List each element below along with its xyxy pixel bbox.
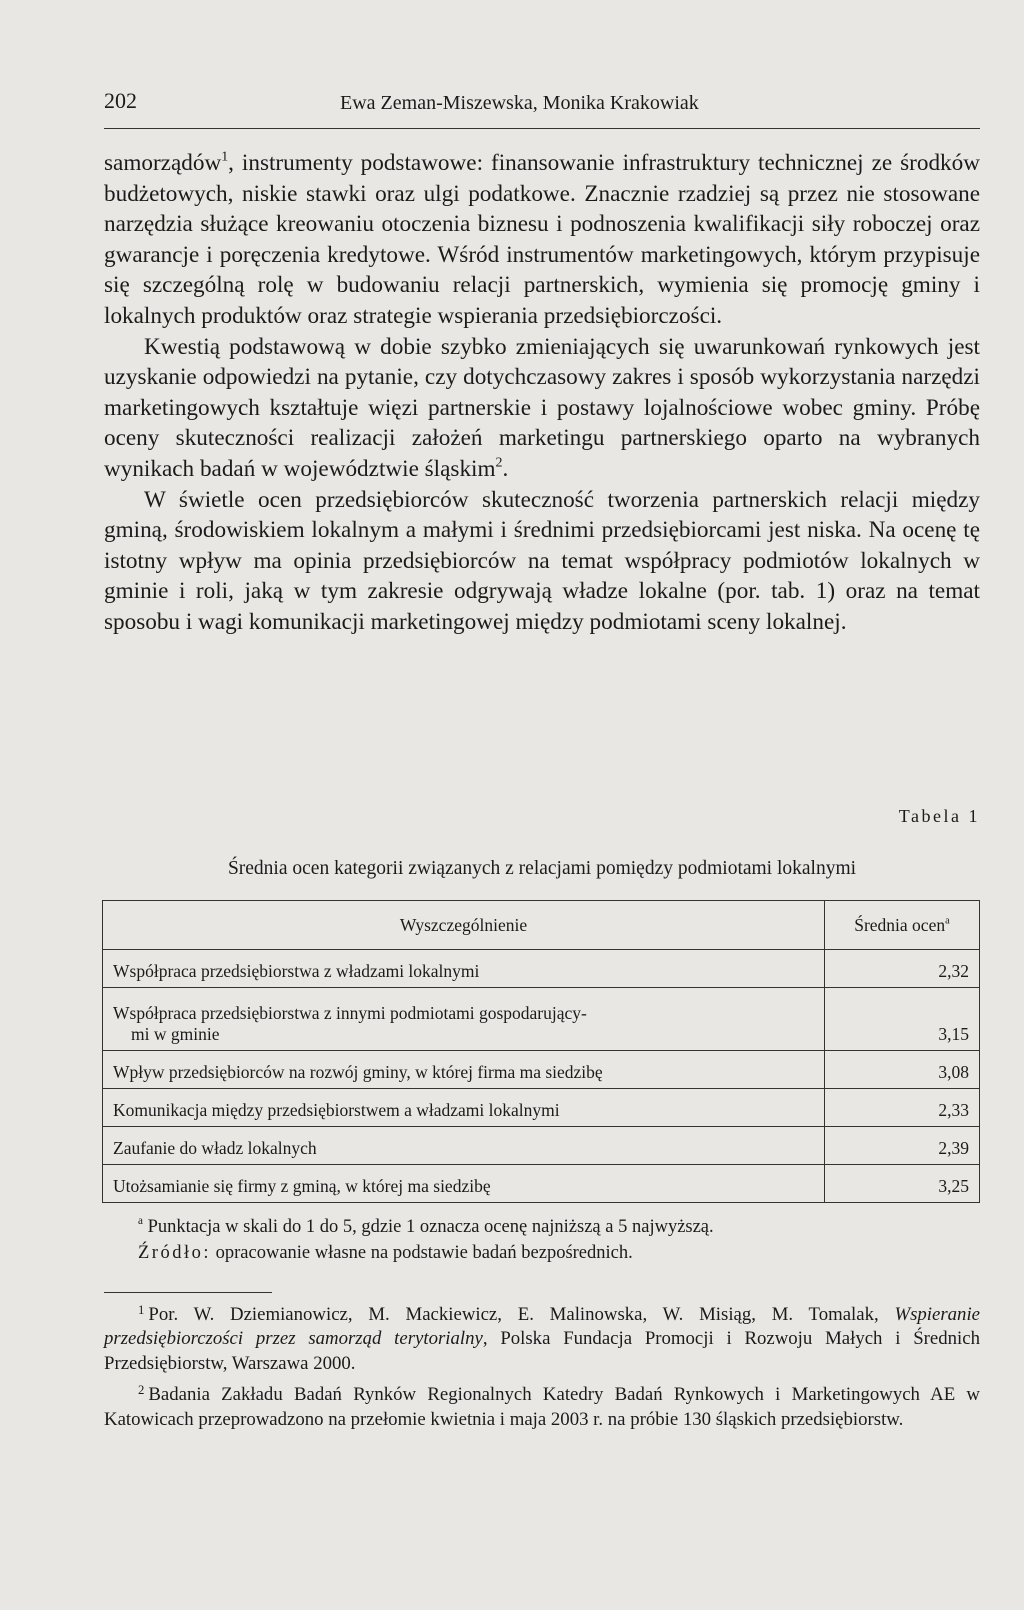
table-row	[103, 950, 980, 988]
footnote-1-book-title: Wspieranie przedsiębiorczości przez samorząd terytorialny	[104, 1303, 980, 1350]
footnote-1	[104, 1298, 980, 1376]
table-row	[103, 1165, 980, 1203]
table-row	[103, 1051, 980, 1089]
body-text	[104, 148, 980, 638]
table-row	[103, 988, 980, 1051]
table-notes	[104, 1214, 980, 1266]
footnote-ref-1[interactable]: 1	[221, 149, 229, 165]
table-label: Tabela 1	[898, 806, 980, 826]
table-footnote	[104, 1214, 980, 1240]
paragraph-2	[104, 332, 980, 485]
table-source	[104, 1240, 980, 1266]
footnote-rule	[104, 1292, 272, 1293]
table-title: Średnia ocen kategorii związanych z relacjami pomiędzy podmiotami lokalnymi	[227, 858, 857, 879]
row-value: 2,32	[825, 950, 980, 988]
row-label-line-2: mi w gminie	[131, 1024, 220, 1044]
footnote-2	[104, 1378, 980, 1432]
ratings-table	[102, 900, 980, 1203]
footnotes	[104, 1298, 980, 1432]
row-label-line-1: Współpraca przedsiębiorstwa z innymi podmiotami gospodarujący-	[113, 1003, 587, 1023]
source-label: Źródło:	[138, 1243, 211, 1263]
header-average-rating	[825, 901, 980, 950]
row-value: 3,15	[825, 988, 980, 1051]
footnote-1-number: 1	[138, 1303, 145, 1317]
row-label: Komunikacja między przedsiębiorstwem a władzami lokalnymi	[103, 1089, 825, 1127]
row-value: 3,08	[825, 1051, 980, 1089]
table-footnote-text: Punktacja w skali do 1 do 5, gdzie 1 oznacza ocenę najniższą a 5 najwyższą.	[147, 1217, 714, 1237]
paragraph-1-rest: , instrumenty podstawowe: finansowanie infrastruktury technicznej ze środków budżetowych, niskie stawki oraz ulgi podatkowe. Znacznie rzadziej są przez nie stosowane narzędzia służące kreowaniu otoczenia biznesu i podnoszenia kwalifikacji siły roboczej oraz gwarancje i poręczenia kredytowe. Wśród instrumentów marketingowych, którym przypisuje się szczególną rolę w budowaniu relacji partnerskich, wymienia się promocję gminy i lokalnych produktów oraz strategie wspierania przedsiębiorczości.	[104, 150, 980, 329]
row-label: Wpływ przedsiębiorców na rozwój gminy, w której firma ma siedzibę	[103, 1051, 825, 1089]
footnote-2-text: Badania Zakładu Badań Rynków Regionalnych Katedry Badań Rynkowych i Marketingowych AE w Katowicach przeprowadzono na przełomie kwietnia i maja 2003 r. na próbie 130 śląskich przedsiębiorstw.	[104, 1384, 980, 1430]
footnote-ref-2[interactable]: 2	[495, 455, 503, 471]
footnote-1-publisher: , Polska Fundacja Promocji i Rozwoju Małych i Średnich Przedsiębiorstw, Warszawa 2000.	[104, 1328, 980, 1374]
source-text: opracowanie własne na podstawie badań bezpośrednich.	[215, 1243, 633, 1263]
table-header-row	[103, 901, 980, 950]
paragraph-2-start: Kwestią podstawową w dobie szybko zmieniających się uwarunkowań rynkowych jest uzyskanie odpowiedzi na pytanie, czy dotychczasowy zakres i sposób wykorzystania narzędzi marketingowych kształtuje więzi partnerskie i postawy lojalnościowe wobec gminy. Próbę oceny skuteczności realizacji założeń marketingu partnerskiego oparto na wybranych wynikach badań w województwie śląskim	[104, 333, 980, 482]
paragraph-3: W świetle ocen przedsiębiorców skuteczność tworzenia partnerskich relacji między gminą, środowiskiem lokalnym a małymi i średnimi przedsiębiorcami jest niska. Na ocenę tę istotny wpływ ma opinia przedsiębiorców na temat współpracy podmiotów lokalnych w gminie i roli, jaką w tym zakresie odgrywają władze lokalne (por. tab. 1) oraz na temat sposobu i wagi komunikacji marketingowej między podmiotami sceny lokalnej.	[104, 486, 980, 635]
row-label: Współpraca przedsiębiorstwa z władzami lokalnymi	[103, 950, 825, 988]
header-note-marker: a	[945, 915, 950, 927]
table-row	[103, 1127, 980, 1165]
header-rule	[104, 128, 980, 129]
page-number: 202	[104, 88, 137, 113]
running-head-authors: Ewa Zeman-Miszewska, Monika Krakowiak	[340, 92, 699, 114]
paragraph-1-start: samorządów	[104, 150, 222, 176]
row-label: Zaufanie do władz lokalnych	[103, 1127, 825, 1165]
table-row	[103, 1089, 980, 1127]
row-value: 3,25	[825, 1165, 980, 1203]
header-average-label: Średnia ocen	[854, 914, 946, 935]
footnote-1-authors: Por. W. Dziemianowicz, M. Mackiewicz, E. Malinowska, W. Misiąg, M. Tomalak,	[148, 1303, 895, 1325]
header-specification: Wyszczególnienie	[103, 901, 825, 950]
row-value: 2,39	[825, 1127, 980, 1165]
table-footnote-marker: a	[138, 1215, 143, 1228]
row-value: 2,33	[825, 1089, 980, 1127]
paragraph-1	[104, 148, 980, 332]
footnote-2-number: 2	[138, 1383, 145, 1398]
paragraph-2-rest: .	[502, 455, 509, 482]
row-label	[103, 988, 825, 1051]
row-label: Utożsamianie się firmy z gminą, w której ma siedzibę	[103, 1165, 825, 1203]
